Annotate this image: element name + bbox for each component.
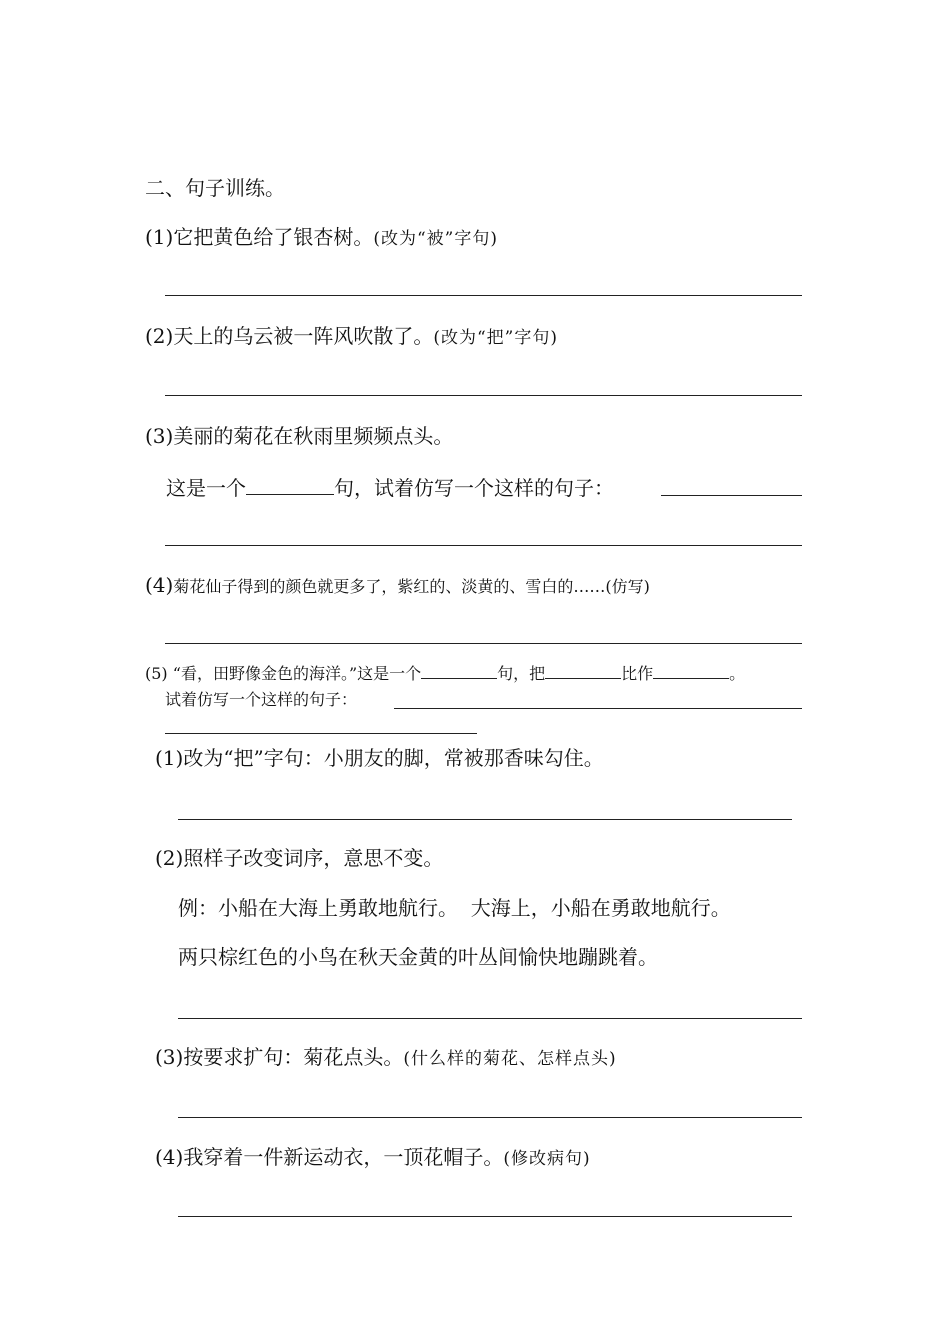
question-number: (1) — [145, 225, 174, 249]
part2-question-3 — [155, 1045, 617, 1071]
answer-line[interactable] — [178, 1018, 802, 1019]
answer-blank-inline[interactable] — [661, 495, 802, 496]
question-5 — [145, 662, 745, 685]
question-requirement: (改为“被”字句) — [373, 229, 498, 249]
fill-blank[interactable] — [421, 662, 497, 679]
question-text: (3)按要求扩句：菊花点头。 — [155, 1045, 404, 1069]
question-text-c: 比作 — [621, 664, 654, 683]
answer-blank-inline[interactable] — [394, 708, 802, 709]
answer-line[interactable] — [178, 1117, 802, 1118]
answer-line[interactable] — [165, 643, 802, 644]
question-text: 它把黄色给了银杏树。 — [173, 225, 374, 249]
question-text: 天上的乌云被一阵风吹散了。 — [173, 324, 434, 348]
question-number: (4) — [145, 573, 174, 597]
question-requirement: (修改病句) — [503, 1149, 591, 1169]
question-number: (3) — [145, 424, 174, 448]
question-1 — [145, 225, 498, 251]
question-3-prompt — [166, 474, 614, 500]
question-text: 菊花仙子得到的颜色就更多了，紫红的、淡黄的、雪白的…… — [173, 577, 606, 596]
question-number: (2) — [145, 324, 174, 348]
answer-line[interactable] — [165, 545, 802, 546]
question-text-a: “看，田野像金色的海洋。”这是一个 — [172, 664, 422, 683]
question-requirement: (改为“把”字句) — [433, 328, 558, 348]
part2-question-2: (2)照样子改变词序，意思不变。 — [155, 846, 444, 870]
question-text-b: 句，把 — [497, 664, 546, 683]
answer-line[interactable] — [178, 1216, 792, 1217]
fill-blank[interactable] — [653, 662, 729, 679]
question-text: (4)我穿着一件新运动衣，一顶花帽子。 — [155, 1145, 504, 1169]
prompt-start: 这是一个 — [166, 476, 246, 500]
question-4 — [145, 573, 650, 599]
part2-question-2-example: 例：小船在大海上勇敢地航行。 大海上，小船在勇敢地航行。 — [178, 896, 731, 920]
part2-question-4 — [155, 1145, 591, 1171]
question-5-prompt — [165, 689, 357, 711]
part2-question-2-sentence: 两只棕红色的小鸟在秋天金黄的叶丛间愉快地蹦跳着。 — [178, 945, 658, 969]
answer-line[interactable] — [178, 819, 792, 820]
question-3 — [145, 424, 453, 448]
question-requirement: (仿写) — [605, 577, 650, 596]
prompt-text: 试着仿写一个这样的句子： — [165, 690, 358, 709]
fill-blank[interactable] — [246, 474, 334, 495]
question-2 — [145, 324, 558, 350]
fill-blank[interactable] — [545, 662, 621, 679]
answer-line[interactable] — [165, 295, 802, 296]
answer-line[interactable] — [165, 733, 477, 734]
question-text-d: 。 — [729, 664, 746, 683]
part2-question-1: (1)改为“把”字句：小朋友的脚，常被那香味勾住。 — [155, 746, 604, 770]
section-title: 二、句子训练。 — [145, 176, 285, 200]
prompt-end: 句，试着仿写一个这样的句子： — [334, 476, 614, 500]
question-text: 美丽的菊花在秋雨里频频点头。 — [173, 424, 454, 448]
question-number: (5) — [145, 664, 168, 683]
question-requirement: (什么样的菊花、怎样点头) — [403, 1049, 617, 1069]
answer-line[interactable] — [165, 395, 802, 396]
